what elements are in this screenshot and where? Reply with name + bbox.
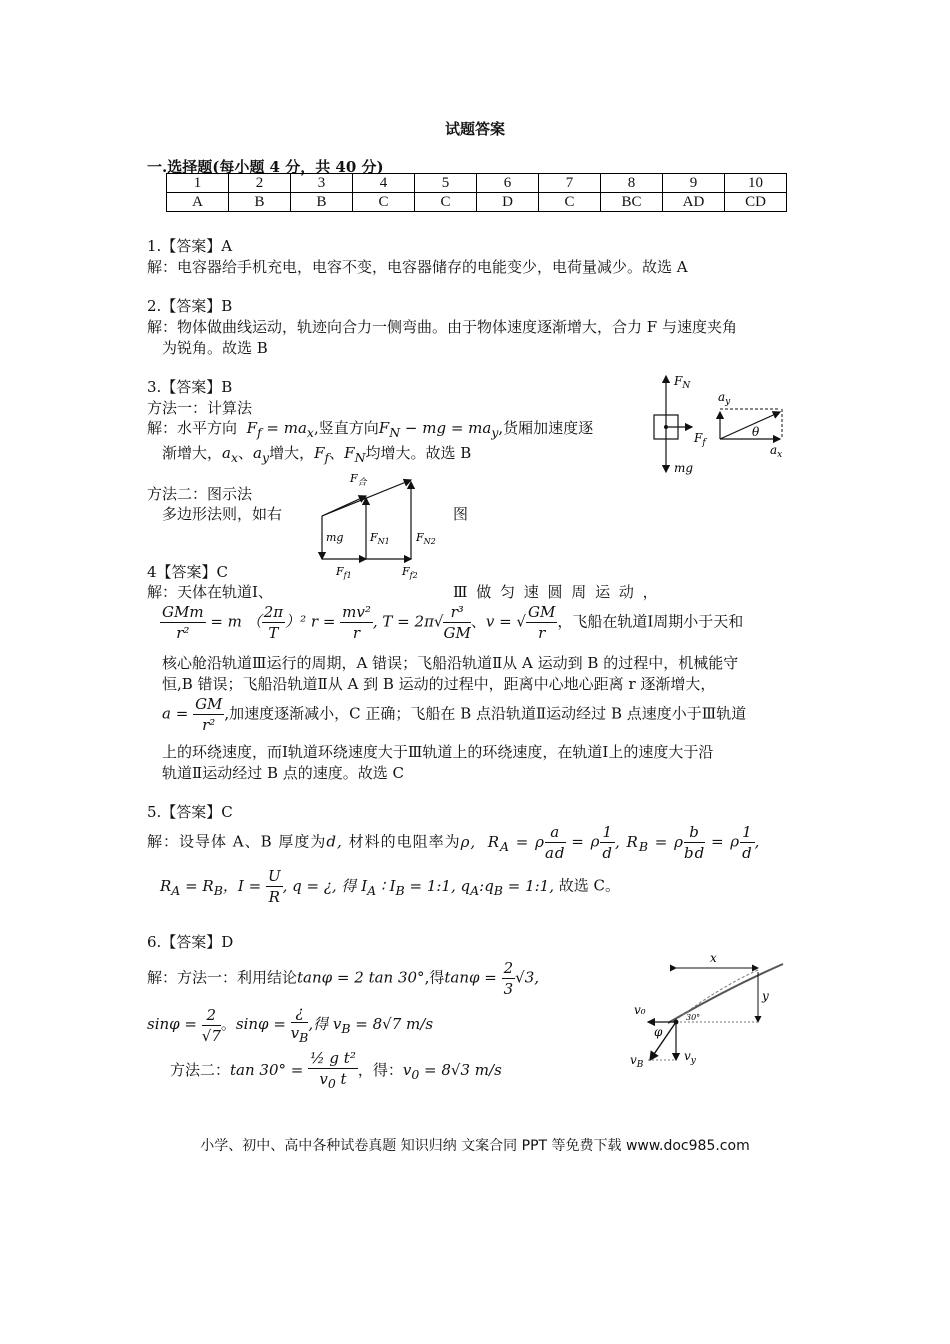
table-cell: 2 xyxy=(229,174,291,193)
fn-label: $F_N$ xyxy=(674,374,691,391)
table-cell: 4 xyxy=(353,174,415,193)
q4-solution-line6: 上的环绕速度，而Ⅰ轨道环绕速度大于Ⅲ轨道上的环绕速度，在轨道Ⅰ上的速度大于沿 xyxy=(162,743,714,761)
ff1-label: $F_{f1}$ xyxy=(336,565,352,580)
q6-answer: 6.【答案】D xyxy=(147,933,234,951)
text: 方法二： xyxy=(170,1061,231,1079)
table-cell: C xyxy=(353,193,415,212)
q2-answer: 2.【答案】B xyxy=(147,297,233,315)
formula: $\frac{U}{R}$ xyxy=(267,867,281,906)
table-cell: C xyxy=(415,193,477,212)
q3-method2: 方法二：图示法 xyxy=(147,485,253,503)
q3-method2-tail: 图 xyxy=(453,505,469,523)
formula: $\frac{1}{d}$ xyxy=(742,823,753,862)
q4-solution-line1a: 解：天体在轨道Ⅰ、 xyxy=(147,583,273,601)
ay-label: $a_y$ xyxy=(718,390,731,407)
formula: $\frac{1}{d}$ xyxy=(602,823,614,862)
table-row-numbers xyxy=(167,174,787,193)
ff2-label: $F_{f2}$ xyxy=(402,565,418,580)
section-heading: 一.选择题(每小题 4 分，共 40 分) xyxy=(147,158,384,176)
q2-solution-line1: 解：物体做曲线运动，轨迹向合力一侧弯曲。由于物体速度逐渐增大，合力 F 与速度夹角 xyxy=(147,318,737,336)
table-cell: 9 xyxy=(663,174,725,193)
text: 故选 C。 xyxy=(558,876,621,895)
q4-solution-line7: 轨道Ⅱ运动经过 B 点的速度。故选 C xyxy=(162,764,405,782)
answer-table xyxy=(166,173,787,212)
q3-method1: 方法一：计算法 xyxy=(147,399,253,417)
phi-label: φ xyxy=(654,1025,663,1039)
q4-solution-line3: 核心舱沿轨道Ⅲ运行的周期，A 错误；飞船沿轨道Ⅱ从 A 运动到 B 的过程中，机械能守 xyxy=(162,654,739,672)
q6-method2: 方法二：tan 30° = $\frac{\text{½ g t²}}{v_0 t}$ ，得：$v_0 = 8√3$ m/s xyxy=(170,1048,502,1094)
text: 材料的电阻率为 xyxy=(348,832,461,851)
q4-solution-line1b: Ⅲ 做 匀 速 圆 周 运 动 ， xyxy=(453,583,660,601)
table-cell: 8 xyxy=(601,174,663,193)
formula: $\frac{\text{mv²}}{r}$ xyxy=(342,603,371,642)
q6-solution-line2: sinφ = $\frac{2}{√7}$ 。sinφ = $\frac{¿}{v_B}$ ,得 $v_B = 8√7$ m/s xyxy=(147,1002,433,1048)
q3-method2-line: 多边形法则，如右 xyxy=(162,505,283,523)
text: 货厢加速度逐 xyxy=(503,419,594,437)
formula: $\frac{2}{√7}$ xyxy=(201,1005,221,1045)
polygon-diagram xyxy=(316,468,446,580)
table-cell: CD xyxy=(725,193,787,212)
text: ，得： xyxy=(357,1061,403,1079)
q3-solution-line2: 渐增大，$a_x$、$a_y$增大，$F_f$、$F_N$均增大。故选 B xyxy=(162,444,472,465)
mg-label: mg xyxy=(674,461,694,475)
angle-label: 30° xyxy=(686,1013,701,1022)
q5-solution-line2: $R_A = R_B$，I = $\frac{U}{R}$ , q = ¿, 得 $I_A$ ∶ $I_B$ = 1:1, $q_A:q_B$ = 1:1, 故选 C。 xyxy=(160,867,621,906)
table-cell: 10 xyxy=(725,174,787,193)
formula: $\frac{\text{½ g t²}}{v_0 t}$ xyxy=(310,1049,356,1091)
q3-solution-line1: 解：水平方向 $F_f = ma_x$,竖直方向$F_N$ − mg = $ma_y$,货厢加速度逐 xyxy=(147,419,594,440)
formula: $F_f = ma_x$ xyxy=(241,419,314,440)
q1-solution: 解：电容器给手机充电，电容不变，电容器储存的电能变少，电荷量减少。故选 A xyxy=(147,258,688,276)
q2-solution-line2: 为锐角。故选 B xyxy=(162,339,268,357)
table-cell: B xyxy=(291,193,353,212)
q3-answer: 3.【答案】B xyxy=(147,378,233,396)
text: ,加速度逐渐减小，C 正确；飞船在 B 点沿轨道Ⅱ运动经过 B 点速度小于Ⅲ轨道 xyxy=(224,704,747,723)
ff-label: $F_f$ xyxy=(694,431,706,448)
y-label: y xyxy=(762,989,769,1003)
formula: $\frac{2\pi}{T}$ xyxy=(263,603,284,642)
vb-label: $v_B$ xyxy=(630,1053,644,1070)
text: 解：水平方向 xyxy=(147,419,238,437)
page-title: 试题答案 xyxy=(444,120,505,138)
fn2-label: $F_{N2}$ xyxy=(416,531,436,546)
vy-label: $v_y$ xyxy=(684,1049,696,1066)
force-diagram xyxy=(630,368,800,483)
formula: $\frac{¿}{v_B}$ xyxy=(290,1003,309,1045)
formula: $\frac{2}{3}$ xyxy=(503,959,514,998)
q1-answer: 1.【答案】A xyxy=(147,237,233,255)
text: 解：设导体 A、B 厚度为 xyxy=(147,832,327,851)
q4-formula-line: $\frac{\text{GMm}}{\text{r²}}$ = m （ $\frac{2\pi}{T}$ ）² r = $\frac{\text{mv²}}{r}$ , T = 2π√ $\frac{\text{r³}}{GM}$ 、v = √ $\frac{GM}{r}$ ，飞船在轨道Ⅰ周期小于天和 xyxy=(162,603,744,642)
formula: $\frac{a}{ad}$ xyxy=(544,823,566,862)
mg2-label: mg xyxy=(326,531,344,544)
projectile-diagram xyxy=(628,948,793,1073)
x-label: x xyxy=(710,951,717,965)
q5-solution-line1: 解：设导体 A、B 厚度为d, 材料的电阻率为ρ, $R_A = \rho$ $\frac{a}{ad}$ = ρ $\frac{1}{d}$ , $R_B = \rho$ $\frac{b}{bd}$ = ρ $\frac{1}{d}$ , xyxy=(147,823,761,862)
q5-answer: 5.【答案】C xyxy=(147,803,233,821)
q4-answer: 4【答案】C xyxy=(147,563,229,581)
table-cell: 5 xyxy=(415,174,477,193)
table-cell: A xyxy=(167,193,229,212)
text: 竖直方向 xyxy=(318,419,379,437)
formula: $\frac{\text{GMm}}{\text{r²}}$ xyxy=(162,603,204,642)
table-row-answers xyxy=(167,193,787,212)
formula: $\frac{\text{r³}}{GM}$ xyxy=(443,603,471,642)
q4-solution-line5: a = $\frac{GM}{\text{r²}}$ ,加速度逐渐减小，C 正确；飞船在 B 点沿轨道Ⅱ运动经过 B 点速度小于Ⅲ轨道 xyxy=(162,695,747,734)
formula: $\frac{b}{bd}$ xyxy=(683,823,706,862)
theta-label: θ xyxy=(752,425,760,439)
v0-label: v₀ xyxy=(634,1003,646,1017)
q6-solution-line1: 解：方法一：利用结论tanφ = 2 tan 30°,得tanφ = $\frac{2}{3}$ √3, xyxy=(147,959,540,998)
table-cell: B xyxy=(229,193,291,212)
text: ，飞船在轨道Ⅰ周期小于天和 xyxy=(557,612,744,631)
table-cell: 3 xyxy=(291,174,353,193)
ax-label: $a_x$ xyxy=(770,443,783,460)
f-he-label: $F_合$ xyxy=(350,472,367,488)
table-cell: D xyxy=(477,193,539,212)
text: 解：方法一：利用结论 xyxy=(147,968,298,987)
table-cell: 7 xyxy=(539,174,601,193)
table-cell: AD xyxy=(663,193,725,212)
text: ,得 xyxy=(424,968,445,987)
q4-solution-line4: 恒,B 错误；飞船沿轨道Ⅱ从 A 到 B 运动的过程中，距离中心地心距离 r 逐渐增大， xyxy=(162,675,716,693)
formula: $F_N$ − mg = $ma_y$ xyxy=(378,419,499,440)
fn1-label: $F_{N1}$ xyxy=(370,531,390,546)
table-cell: 1 xyxy=(167,174,229,193)
table-cell: BC xyxy=(601,193,663,212)
table-cell: C xyxy=(539,193,601,212)
table-cell: 6 xyxy=(477,174,539,193)
formula: $\frac{GM}{r}$ xyxy=(527,603,556,642)
formula: $\frac{GM}{\text{r²}}$ xyxy=(195,695,223,734)
footer-text: 小学、初中、高中各种试卷真题 知识归纳 文案合同 PPT 等免费下载 www.doc985.com xyxy=(200,1138,750,1154)
